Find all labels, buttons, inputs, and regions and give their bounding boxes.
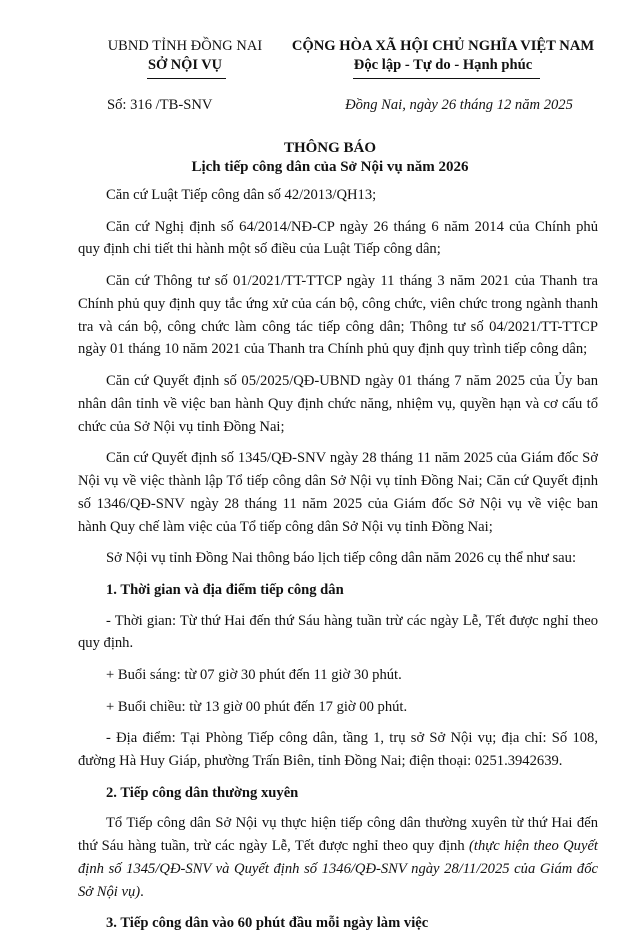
country-name: CỘNG HÒA XÃ HỘI CHỦ NGHĨA VIỆT NAM	[291, 38, 595, 54]
document-title: THÔNG BÁO	[283, 140, 377, 156]
paragraph: Căn cứ Thông tư số 01/2021/TT-TTCP ngày 11 tháng 3 năm 2021 của Thanh tra Chính phủ quy định quy tắc ứng xử của cán bộ, công chức, viên chức trong ngành thanh tra và cán bộ, công chức làm công tác tiếp công dân; Thông tư số 04/2021/TT-TTCP ngày 01 tháng 10 năm 2021 của Thanh tra Chính phủ quy định quy trình tiếp công dân;	[78, 272, 598, 358]
paragraph: - Thời gian: Từ thứ Hai đến thứ Sáu hàng tuần trừ các ngày Lễ, Tết được nghỉ theo quy định.	[78, 612, 598, 652]
motto-underline	[353, 78, 540, 79]
paragraph: - Địa điểm: Tại Phòng Tiếp công dân, tầng 1, trụ sở Sở Nội vụ; địa chỉ: Số 108, đường Hà Huy Giáp, phường Trấn Biên, tỉnh Đồng Nai; điện thoại: 0251.3942639.	[78, 730, 598, 769]
paragraph: Căn cứ Luật Tiếp công dân số 42/2013/QH13;	[106, 187, 377, 203]
section-heading: 1. Thời gian và địa điểm tiếp công dân	[106, 581, 344, 598]
paragraph-text: Tổ Tiếp công dân Sở Nội vụ thực hiện tiếp công dân thường xuyên từ thứ Hai đến thứ Sáu hàng tuần, trừ các ngày Lễ, Tết được nghỉ theo quy định	[78, 815, 598, 855]
document-number: Số: 316 /TB-SNV	[107, 97, 213, 113]
section-heading: 2. Tiếp công dân thường xuyên	[106, 784, 299, 801]
paragraph-italic-note: (thực hiện theo Quyết định số 1345/QĐ-SNV và Quyết định số 1346/QĐ-SNV ngày 28/11/2025 của Giám đốc Sở Nội vụ)	[78, 838, 598, 900]
department-name: SỞ NỘI VỤ	[147, 57, 223, 73]
paragraph: + Buổi chiều: từ 13 giờ 00 phút đến 17 giờ 00 phút.	[106, 698, 408, 715]
section-heading: 3. Tiếp công dân vào 60 phút đầu mỗi ngày làm việc	[106, 915, 429, 932]
document-title-block	[60, 139, 600, 177]
department-underline	[147, 78, 226, 79]
document-body	[78, 184, 598, 943]
document-date: Đồng Nai, ngày 26 tháng 12 năm 2025	[345, 97, 573, 113]
issuing-authority-block	[60, 37, 310, 75]
document-subtitle: Lịch tiếp công dân của Sở Nội vụ năm 2026	[191, 159, 469, 175]
paragraph: Căn cứ Quyết định số 1345/QĐ-SNV ngày 28 tháng 11 năm 2025 của Giám đốc Sở Nội vụ về việc thành lập Tổ tiếp công dân Sở Nội vụ tỉnh Đồng Nai; Căn cứ Quyết định số 1346/QĐ-SNV ngày 28 tháng 11 năm 2025 của Giám đốc Sở Nội vụ về việc ban hành Quy chế làm việc của Tổ tiếp công dân Sở Nội vụ tỉnh Đồng Nai;	[78, 450, 598, 535]
paragraph-end: .	[140, 883, 144, 900]
paragraph: Căn cứ Nghị định số 64/2014/NĐ-CP ngày 26 tháng 6 năm 2014 của Chính phủ quy định chi tiết thi hành một số điều của Luật Tiếp công dân;	[78, 218, 598, 258]
paragraph	[78, 812, 598, 903]
national-motto: Độc lập - Tự do - Hạnh phúc	[353, 57, 533, 73]
national-title-block	[282, 37, 604, 75]
paragraph: Căn cứ Quyết định số 05/2025/QĐ-UBND ngày 01 tháng 7 năm 2025 của Ủy ban nhân dân tỉnh về việc ban hành Quy định chức năng, nhiệm vụ, quyền hạn và cơ cấu tổ chức của Sở Nội vụ tỉnh Đồng Nai;	[78, 372, 598, 435]
agency-name: UBND TỈNH ĐỒNG NAI	[107, 38, 263, 54]
paragraph: + Buổi sáng: từ 07 giờ 30 phút đến 11 giờ 30 phút.	[106, 666, 402, 683]
paragraph: Sở Nội vụ tỉnh Đồng Nai thông báo lịch tiếp công dân năm 2026 cụ thể như sau:	[106, 550, 576, 567]
